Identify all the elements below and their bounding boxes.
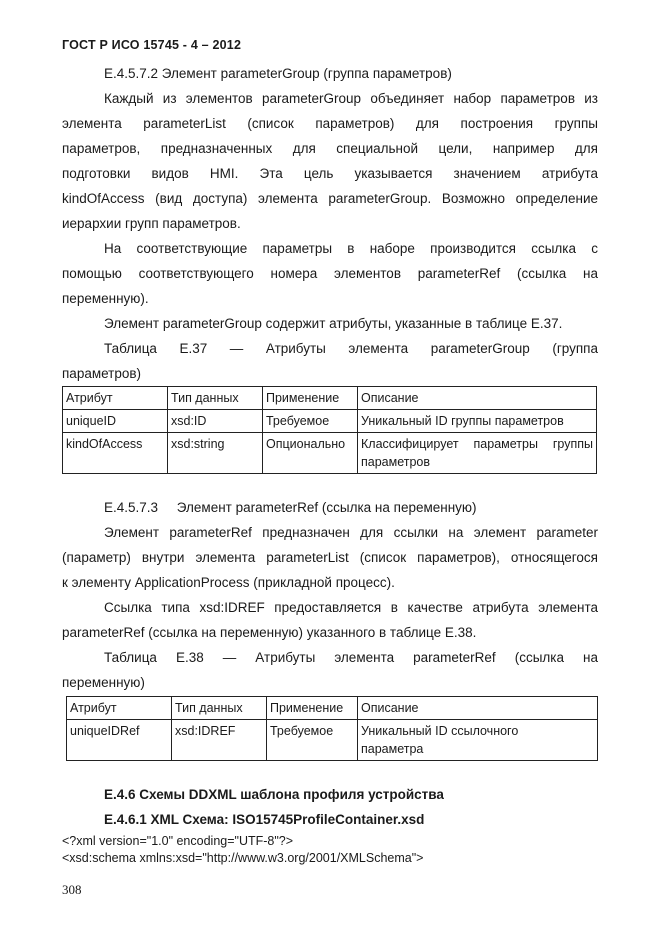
table-header-cell: Описание: [358, 697, 598, 720]
code-line: <xsd:schema xmlns:xsd="http://www.w3.org/2001/XMLSchema">: [62, 851, 424, 865]
table-cell: Уникальный ID группы параметров: [358, 410, 597, 433]
table-caption: Таблица E.38 — Атрибуты элемента parameterRef (ссылка на: [104, 650, 598, 665]
paragraph-line: к элементу ApplicationProcess (прикладной процесс).: [62, 575, 395, 590]
paragraph-line: параметров, предназначенных для специальной цели, например для: [62, 141, 598, 156]
table-caption: Таблица E.37 — Атрибуты элемента parameterGroup (группа: [104, 341, 598, 356]
paragraph-line: На соответствующие параметры в наборе производится ссылка с: [104, 241, 598, 256]
table-cell: uniqueIDRef: [67, 720, 172, 761]
description-line: параметра: [361, 742, 424, 756]
description-line: параметров: [361, 455, 431, 469]
table-cell: xsd:IDREF: [172, 720, 267, 761]
paragraph-line: переменную).: [62, 291, 149, 306]
paragraph-line: parameterRef (ссылка на переменную) указанного в таблице E.38.: [62, 625, 477, 640]
table-row: [67, 720, 598, 761]
paragraph-line: помощью соответствующего номера элементов parameterRef (ссылка на: [62, 266, 598, 281]
table-header-cell: Тип данных: [168, 387, 263, 410]
paragraph-line: Элемент parameterGroup содержит атрибуты, указанные в таблице E.37.: [104, 316, 563, 331]
table-header-cell: Атрибут: [63, 387, 168, 410]
table-cell: uniqueID: [63, 410, 168, 433]
table-cell: [358, 433, 597, 474]
document-header: ГОСТ Р ИСО 15745 - 4 – 2012: [62, 38, 242, 52]
description-line: Классифицирует параметры группы: [361, 437, 593, 451]
page-number: 308: [62, 882, 82, 897]
table-cell: Требуемое: [267, 720, 358, 761]
table-cell: kindOfAccess: [63, 433, 168, 474]
table-header-cell: Применение: [263, 387, 358, 410]
paragraph-line: kindOfAccess (вид доступа) элемента parameterGroup. Возможно определение: [62, 191, 598, 206]
paragraph-line: элемента parameterList (список параметров) для построения группы: [62, 116, 598, 131]
paragraph-line: Элемент parameterRef предназначен для ссылки на элемент parameter: [104, 525, 598, 540]
section-heading-e46: E.4.6 Схемы DDXML шаблона профиля устройства: [104, 787, 444, 802]
table-header-cell: Применение: [267, 697, 358, 720]
table-cell: Опционально: [263, 433, 358, 474]
table-row: [63, 410, 597, 433]
paragraph-line: Ссылка типа xsd:IDREF предоставляется в качестве атрибута элемента: [104, 600, 598, 615]
section-heading-e4572: E.4.5.7.2 Элемент parameterGroup (группа параметров): [104, 66, 452, 81]
table-e38: [66, 696, 598, 761]
table-cell: xsd:string: [168, 433, 263, 474]
code-line: <?xml version="1.0" encoding="UTF-8"?>: [62, 834, 294, 848]
paragraph-line: подготовки видов HMI. Эта цель указывается значением атрибута: [62, 166, 598, 181]
table-cell: xsd:ID: [168, 410, 263, 433]
paragraph-line: иерархии групп параметров.: [62, 216, 241, 231]
table-cell: Требуемое: [263, 410, 358, 433]
table-caption-cont: переменную): [62, 675, 145, 690]
section-heading-e4573: E.4.5.7.3 Элемент parameterRef (ссылка на переменную): [104, 500, 477, 515]
description-line: Уникальный ID ссылочного: [361, 724, 519, 738]
table-header-cell: Атрибут: [67, 697, 172, 720]
table-row: [63, 433, 597, 474]
table-header-row: [67, 697, 598, 720]
table-header-row: [63, 387, 597, 410]
table-e37: [62, 386, 597, 474]
table-cell: [358, 720, 598, 761]
table-header-cell: Описание: [358, 387, 597, 410]
table-header-cell: Тип данных: [172, 697, 267, 720]
table-caption-cont: параметров): [62, 366, 142, 381]
paragraph-line: (параметр) внутри элемента parameterList (список параметров), относящегося: [62, 550, 598, 565]
paragraph-line: Каждый из элементов parameterGroup объединяет набор параметров из: [104, 91, 598, 106]
section-heading-e461: E.4.6.1 XML Схема: ISO15745ProfileContainer.xsd: [104, 812, 425, 827]
